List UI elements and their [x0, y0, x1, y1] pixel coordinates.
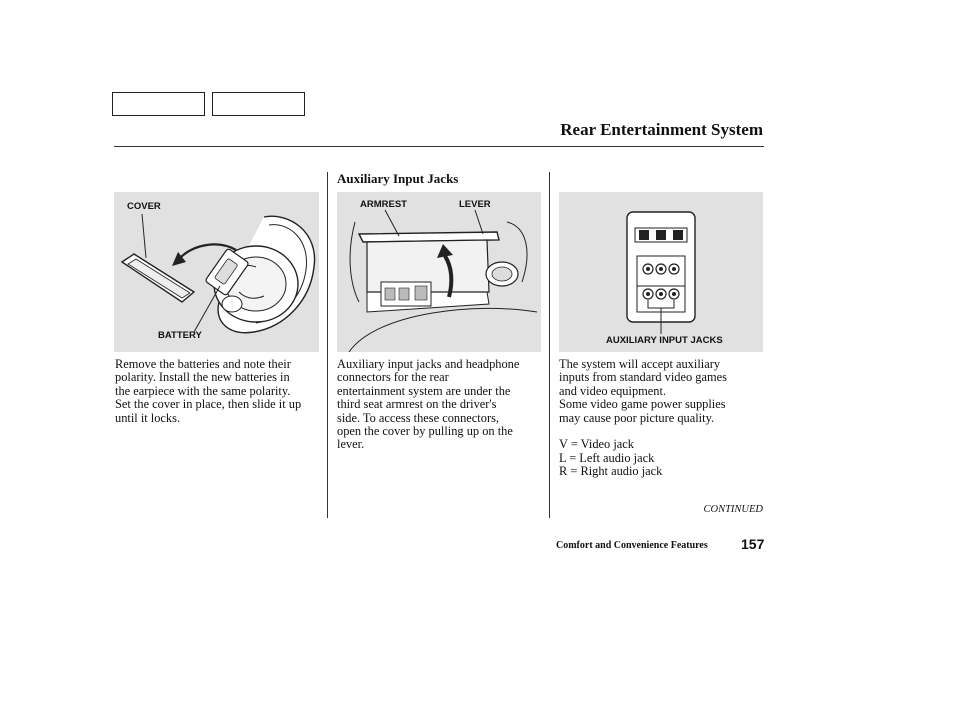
section-heading: Auxiliary Input Jacks — [337, 171, 459, 186]
footer-section-label: Comfort and Convenience Features — [556, 540, 708, 551]
armrest-callout: ARMREST — [360, 199, 407, 210]
battery-instructions-text: Remove the batteries and note their polarity. Install the new batteries in the earpiece with the same polarity. Set the cover in place, then slide it up until it locks. — [115, 357, 302, 425]
column-divider-2 — [549, 172, 550, 518]
column-divider-1 — [327, 172, 328, 518]
cover-callout: COVER — [127, 201, 161, 212]
armrest-instructions-text: Auxiliary input jacks and headphone connectors for the rear entertainment system are under the third seat armrest on the driver's side. To access these connectors, open the cover by pulling up on the lever. — [337, 357, 520, 452]
page-number: 157 — [741, 536, 765, 552]
armrest-figure — [337, 192, 541, 352]
battery-callout: BATTERY — [158, 330, 202, 341]
auxiliary-jacks-callout: AUXILIARY INPUT JACKS — [606, 335, 723, 346]
continued-label: CONTINUED — [703, 504, 763, 515]
auxiliary-jacks-figure — [559, 192, 763, 352]
jack-description-text: The system will accept auxiliary inputs from standard video games and video equipment. Some video game power supplies may cause poor picture quality. V = Video jack L = Left audio jack R = Right audio jack — [559, 357, 727, 479]
armrest-illustration — [337, 192, 541, 352]
jack-panel-illustration — [559, 192, 763, 352]
earpiece-battery-figure — [114, 192, 319, 352]
earpiece-illustration — [114, 192, 319, 352]
page-title: Rear Entertainment System — [560, 120, 763, 139]
header-rule — [114, 146, 764, 147]
lever-callout: LEVER — [459, 199, 491, 210]
nav-tab-2[interactable] — [212, 92, 305, 116]
nav-tab-1[interactable] — [112, 92, 205, 116]
